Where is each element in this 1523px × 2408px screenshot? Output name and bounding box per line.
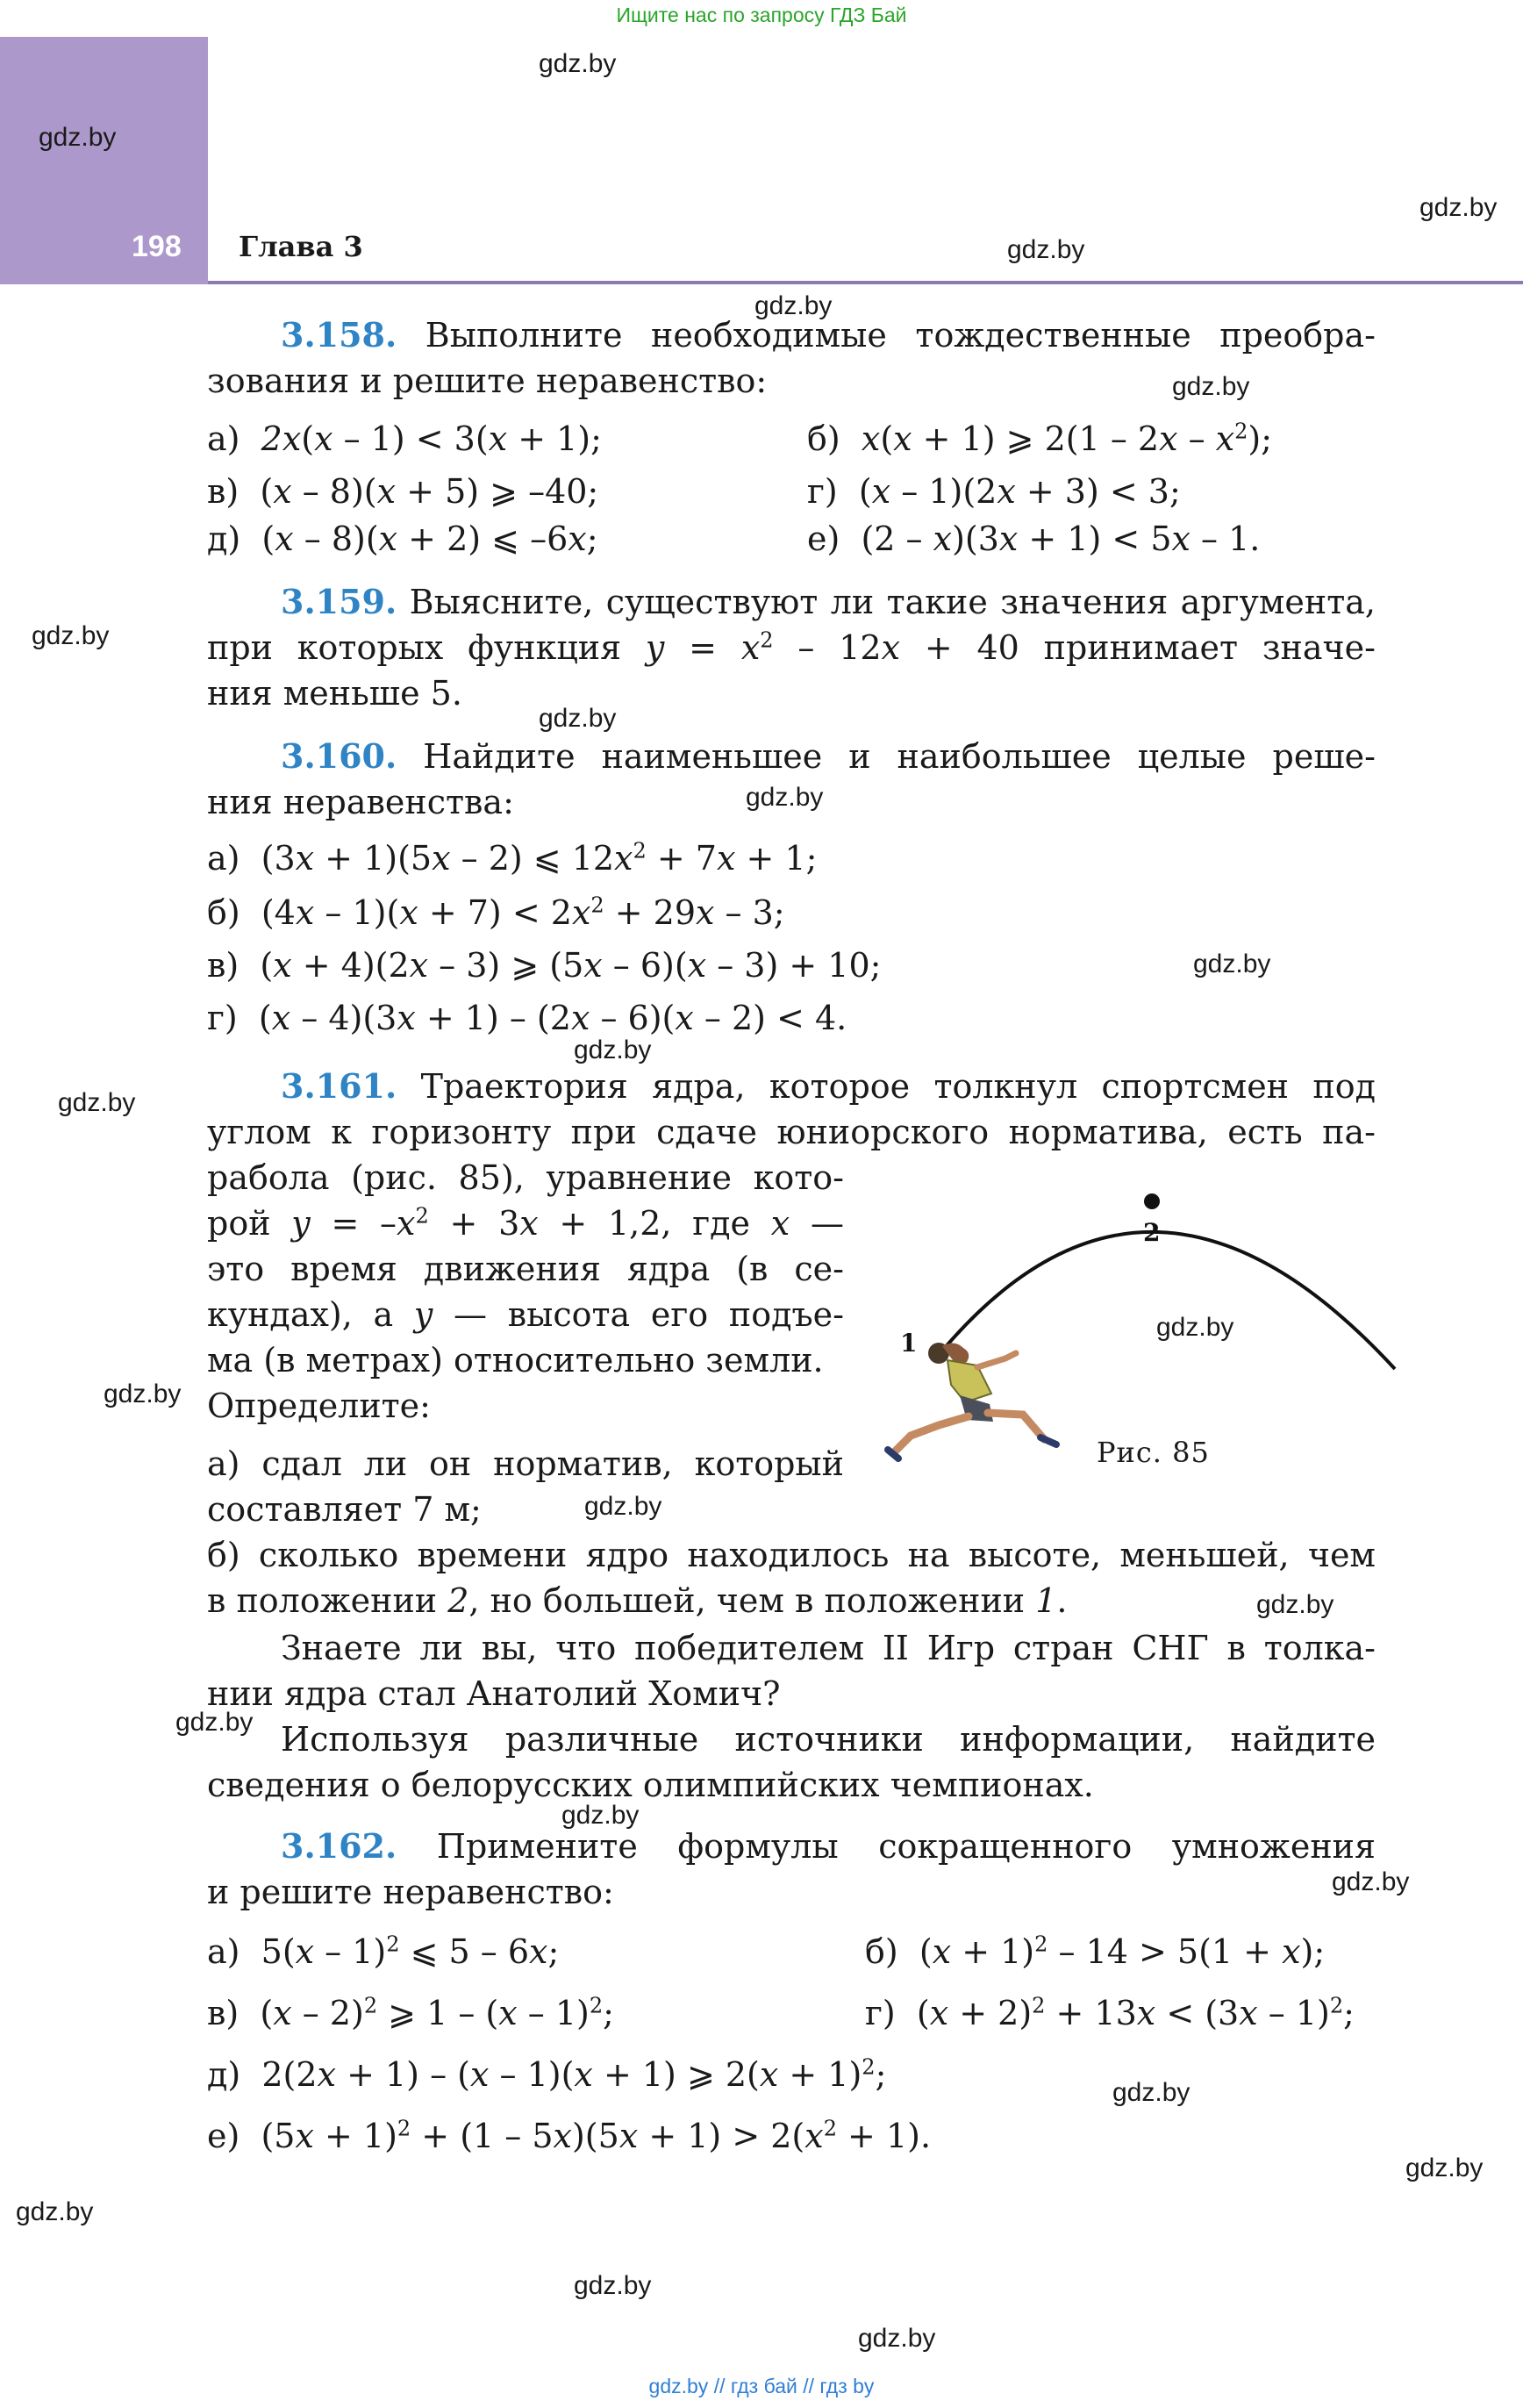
inequality-158a: а) 2x(x – 1) < 3(x + 1);: [207, 419, 602, 458]
problem-3-161-line2: углом к горизонту при сдаче юниорского норматива, есть па-: [207, 1113, 1376, 1151]
problem-3-161-qa2: составляет 7 м;: [207, 1490, 482, 1529]
problem-3-158-line2: зования и решите неравенство:: [207, 362, 768, 400]
inequality-158v: в) (x – 8)(x + 5) ⩾ –40;: [207, 472, 599, 511]
problem-3-161-line6: кундах), а y — высота его подъе-: [207, 1295, 844, 1334]
problem-3-161-line1: 3.161. Траектория ядра, которое толкнул спортсмен под: [281, 1066, 1376, 1106]
watermark: gdz.by: [16, 2197, 94, 2226]
inequality-158d: д) (x – 8)(x + 2) ⩽ –6x;: [207, 520, 598, 558]
inequality-162d: д) 2(2x + 1) – (x – 1)(x + 1) ⩾ $2(x + 1)^2$;: [207, 2054, 887, 2094]
problem-3-161-line8: Определите:: [207, 1387, 431, 1425]
inequality-162v: в) (x – 2)$^2$ ⩾ 1 – (x – 1)$^2$;: [207, 1993, 614, 2032]
inequality-160b: б) $(4x - 1)(x + 7) < 2x^2 + 29x - 3$;: [207, 892, 785, 932]
inequality-162b: б) $(x + 1)^2 - 14 > 5(1 + x)$;: [865, 1931, 1326, 1971]
problem-3-161-line5: это время движения ядра (в се-: [207, 1250, 844, 1288]
top-banner[interactable]: Ищите нас по запросу ГДЗ Бай: [616, 4, 907, 26]
watermark: gdz.by: [539, 704, 617, 733]
watermark: gdz.by: [754, 291, 833, 320]
problem-3-161-qb1: б) сколько времени ядро находилось на высоте, меньшей, чем: [207, 1536, 1376, 1574]
bottom-banner[interactable]: gdz.by // гдз бай // гдз by: [648, 2375, 875, 2397]
problem-3-158-line1: 3.158. Выполните необходимые тождественные преобра-: [281, 315, 1376, 355]
watermark: gdz.by: [1405, 2154, 1484, 2182]
chapter-title: Глава 3: [239, 230, 363, 263]
problem-number: 3.158.: [281, 315, 397, 355]
watermark: gdz.by: [1172, 372, 1250, 401]
watermark: gdz.by: [574, 1036, 652, 1064]
problem-3-161-know1: Знаете ли вы, что победителем II Игр стран СНГ в толка-: [281, 1629, 1376, 1667]
problem-3-161-qa1: а) сдал ли он норматив, который: [207, 1444, 844, 1483]
watermark: gdz.by: [1256, 1590, 1334, 1619]
figure-85: [869, 1158, 1430, 1474]
problem-3-160-line1: 3.160. Найдите наименьшее и наибольшее целые реше-: [281, 736, 1376, 776]
watermark: gdz.by: [1112, 2078, 1191, 2107]
problem-3-159-line2: при которых функция $y = x^2 - 12x + 40$ принимает значе-: [207, 627, 1376, 667]
problem-3-161-line3: рабола (рис. 85), уравнение кото-: [207, 1158, 844, 1197]
inequality-160g: г) (x – 4)(3x + 1) – (2x – 6)(x – 2) < 4.: [207, 999, 847, 1037]
athlete-illustration: [888, 1343, 1056, 1458]
watermark: gdz.by: [39, 123, 117, 152]
watermark: gdz.by: [746, 783, 824, 812]
watermark: gdz.by: [175, 1708, 254, 1737]
watermark: gdz.by: [32, 621, 110, 650]
problem-number: 3.161.: [281, 1066, 397, 1106]
watermark: gdz.by: [1007, 235, 1085, 264]
header-divider: [208, 281, 1523, 284]
problem-3-161-use2: сведения о белорусских олимпийских чемпионах.: [207, 1766, 1094, 1804]
inequality-158g: г) (x – 1)(2x + 3) < 3;: [807, 472, 1181, 511]
point-1-label: 1: [900, 1329, 918, 1358]
problem-3-162-line2: и решите неравенство:: [207, 1873, 614, 1911]
problem-3-161-qb2: в положении 2, но большей, чем в положении 1.: [207, 1581, 1068, 1620]
problem-3-159-line1: 3.159. Выясните, существуют ли такие значения аргумента,: [281, 582, 1376, 621]
point-2-label: 2: [1143, 1218, 1161, 1247]
watermark: gdz.by: [858, 2324, 936, 2353]
watermark: gdz.by: [1419, 193, 1498, 222]
point-2-marker: [1144, 1193, 1160, 1209]
problem-number: 3.160.: [281, 736, 397, 776]
problem-3-161-line7: ма (в метрах) относительно земли.: [207, 1341, 824, 1380]
problem-number: 3.162.: [281, 1826, 397, 1866]
watermark: gdz.by: [1156, 1313, 1234, 1342]
watermark: gdz.by: [539, 49, 617, 78]
problem-number: 3.159.: [281, 582, 397, 621]
problem-3-161-know2: нии ядра стал Анатолий Хомич?: [207, 1674, 781, 1713]
watermark: gdz.by: [104, 1380, 182, 1408]
problem-3-162-line1: 3.162. Примените формулы сокращенного умножения: [281, 1826, 1376, 1866]
problem-3-159-line3: ния меньше 5.: [207, 674, 462, 713]
inequality-162g: г) $(x + 2)^2 + 13x < (3x - 1)^2$;: [865, 1993, 1355, 2032]
watermark: gdz.by: [574, 2271, 652, 2300]
page-number: 198: [132, 230, 182, 263]
watermark: gdz.by: [561, 1801, 640, 1830]
problem-3-160-line2: ния неравенства:: [207, 783, 514, 821]
problem-3-161-use1: Используя различные источники информации, найдите: [281, 1720, 1376, 1759]
trajectory-parabola: [939, 1232, 1395, 1369]
watermark: gdz.by: [584, 1492, 662, 1521]
inequality-162a: а) 5(x – 1)$^2$ ⩽ 5 – 6x;: [207, 1931, 560, 1971]
watermark: gdz.by: [58, 1088, 136, 1117]
inequality-162e: е) $(5x + 1)^2 + (1 - 5x)(5x + 1) > 2(x^2 + 1)$.: [207, 2116, 932, 2155]
figure-caption: Рис. 85: [1097, 1436, 1210, 1469]
inequality-160a: а) (3x + 1)(5x – 2) ⩽ $12x^2 + 7x + 1$;: [207, 838, 818, 878]
inequality-158b: б) x(x + 1) ⩾ $2(1 - 2x - x^2)$;: [807, 419, 1273, 458]
inequality-158e: е) (2 – x)(3x + 1) < 5x – 1.: [807, 520, 1261, 558]
problem-3-161-line4: рой $y = -x^2 + 3x + 1,2$, где x —: [207, 1203, 844, 1243]
watermark: gdz.by: [1332, 1867, 1410, 1896]
inequality-160v: в) (x + 4)(2x – 3) ⩾ (5x – 6)(x – 3) + 10;: [207, 946, 882, 985]
watermark: gdz.by: [1193, 950, 1271, 978]
